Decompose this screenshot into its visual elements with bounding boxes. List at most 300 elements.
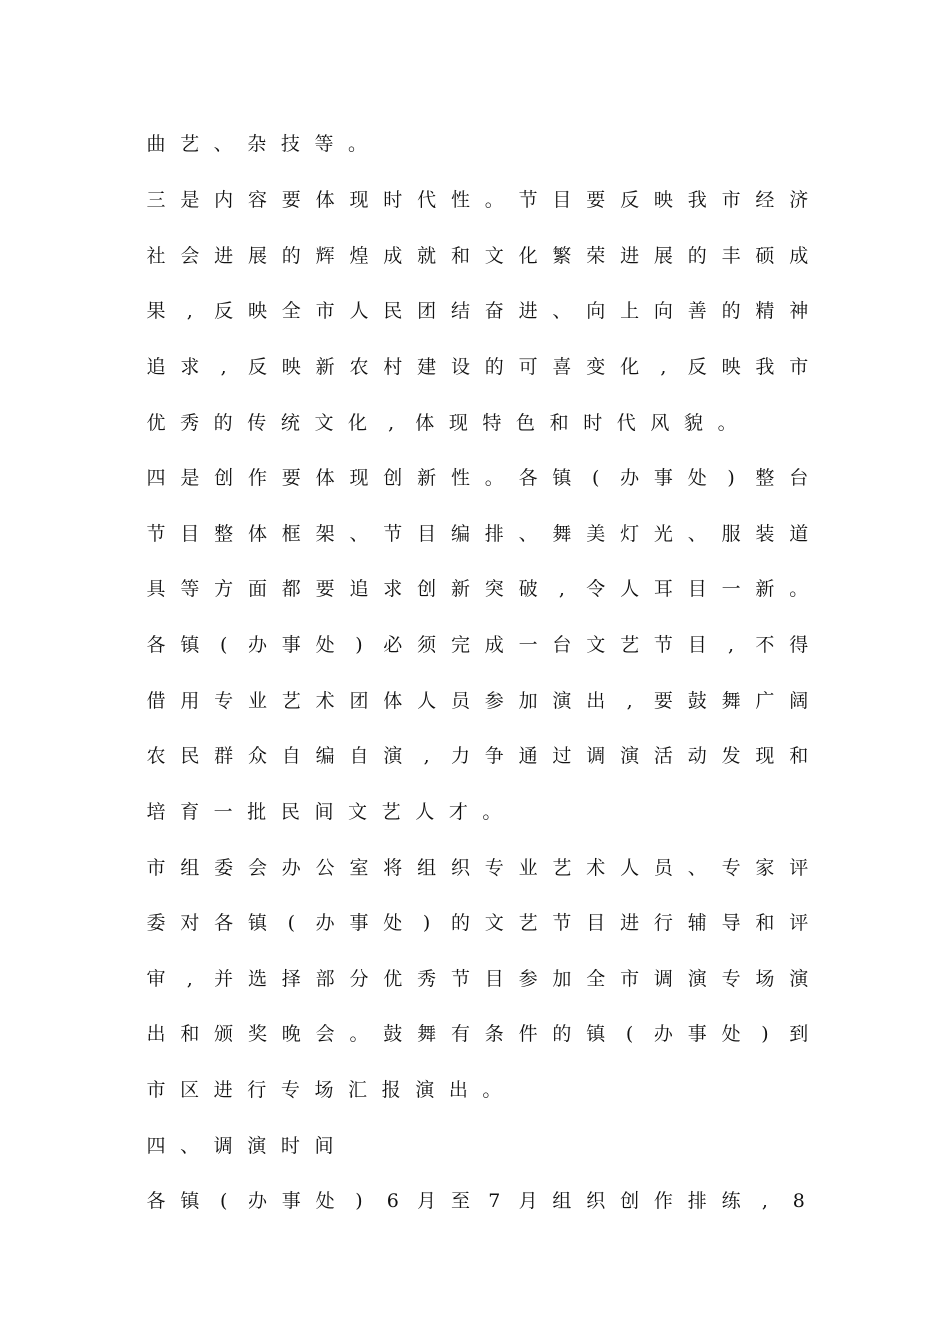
glyph: 架 <box>315 523 335 545</box>
glyph: 反 <box>620 189 640 211</box>
glyph: 演 <box>552 690 572 712</box>
glyph: 、 <box>687 523 707 545</box>
glyph: 演 <box>383 745 403 767</box>
glyph: 创 <box>383 467 403 489</box>
glyph: 奖 <box>247 1023 267 1045</box>
glyph: 善 <box>687 300 707 322</box>
glyph: 委 <box>214 857 234 879</box>
text-line <box>145 519 810 549</box>
glyph: 人 <box>417 690 437 712</box>
glyph: 事 <box>653 467 673 489</box>
glyph: 7 <box>488 1190 501 1212</box>
glyph: 市 <box>789 356 809 378</box>
glyph: 代 <box>616 412 636 434</box>
glyph: 术 <box>586 857 606 879</box>
glyph: 装 <box>755 523 775 545</box>
text-line <box>145 964 810 994</box>
glyph: 奋 <box>484 300 504 322</box>
glyph: 色 <box>516 412 536 434</box>
glyph: 组 <box>417 857 437 879</box>
glyph: 展 <box>653 245 673 267</box>
glyph: 求 <box>383 578 403 600</box>
glyph: 演 <box>415 1079 435 1101</box>
glyph: 演 <box>789 968 809 990</box>
glyph: 框 <box>281 523 301 545</box>
glyph: 神 <box>789 300 809 322</box>
glyph: 文 <box>484 245 504 267</box>
glyph: 员 <box>450 690 470 712</box>
glyph: 作 <box>247 467 267 489</box>
glyph: 、 <box>180 1135 200 1157</box>
glyph: ) <box>761 1023 769 1045</box>
glyph: 现 <box>755 745 775 767</box>
text-line <box>145 853 810 883</box>
text-line <box>145 1075 810 1105</box>
glyph: 加 <box>552 968 572 990</box>
glyph: 业 <box>518 857 538 879</box>
glyph: 民 <box>383 300 403 322</box>
glyph: 镇 <box>180 634 200 656</box>
glyph: 新 <box>315 356 335 378</box>
glyph: ) <box>355 634 363 656</box>
glyph: 代 <box>417 189 437 211</box>
glyph: 四 <box>146 467 166 489</box>
glyph: 艺 <box>381 801 401 823</box>
glyph: 化 <box>518 245 538 267</box>
glyph: 镇 <box>586 1023 606 1045</box>
glyph: 杂 <box>247 133 267 155</box>
glyph: 艺 <box>281 690 301 712</box>
glyph: 时 <box>280 1135 300 1157</box>
glyph: 评 <box>789 857 809 879</box>
glyph: 至 <box>450 1190 470 1212</box>
text-line <box>145 408 810 438</box>
glyph: 演 <box>247 1135 267 1157</box>
glyph: 面 <box>247 578 267 600</box>
text-line <box>145 296 810 326</box>
glyph: 、 <box>213 133 233 155</box>
glyph: 选 <box>247 968 267 990</box>
glyph: , <box>186 968 193 990</box>
glyph: 。 <box>789 578 809 600</box>
glyph: 用 <box>180 690 200 712</box>
glyph: 得 <box>789 634 809 656</box>
glyph: 现 <box>349 467 369 489</box>
glyph: 令 <box>586 578 606 600</box>
section-heading <box>145 1131 810 1161</box>
glyph: 煌 <box>349 245 369 267</box>
glyph: 术 <box>315 690 335 712</box>
glyph: 事 <box>281 1190 301 1212</box>
glyph: 借 <box>146 690 166 712</box>
glyph: 场 <box>314 1079 334 1101</box>
glyph: 我 <box>687 189 707 211</box>
glyph: 艺 <box>518 912 538 934</box>
glyph: 喜 <box>552 356 572 378</box>
glyph: 行 <box>653 912 673 934</box>
glyph: 会 <box>315 1023 335 1045</box>
glyph: 导 <box>721 912 741 934</box>
glyph: 会 <box>247 857 267 879</box>
glyph: 展 <box>247 245 267 267</box>
glyph: 新 <box>417 467 437 489</box>
glyph: 排 <box>687 1190 707 1212</box>
glyph: 调 <box>213 1135 233 1157</box>
glyph: 进 <box>620 245 640 267</box>
glyph: 灯 <box>620 523 640 545</box>
glyph: 室 <box>349 857 369 879</box>
glyph: 场 <box>755 968 775 990</box>
glyph: 不 <box>755 634 775 656</box>
glyph: 评 <box>789 912 809 934</box>
glyph: 间 <box>314 1135 334 1157</box>
glyph: 舞 <box>417 1023 437 1045</box>
glyph: 出 <box>146 1023 166 1045</box>
glyph: 过 <box>552 745 572 767</box>
glyph: 台 <box>552 634 572 656</box>
glyph: 力 <box>450 745 470 767</box>
glyph: ) <box>355 1190 363 1212</box>
glyph: 时 <box>583 412 603 434</box>
glyph: 的 <box>450 912 470 934</box>
glyph: 经 <box>755 189 775 211</box>
glyph: ) <box>727 467 735 489</box>
glyph: 村 <box>383 356 403 378</box>
text-line <box>145 1019 810 1049</box>
glyph: 创 <box>214 467 234 489</box>
glyph: 变 <box>586 356 606 378</box>
glyph: 调 <box>653 968 673 990</box>
glyph: 将 <box>383 857 403 879</box>
glyph: 调 <box>586 745 606 767</box>
glyph: 必 <box>383 634 403 656</box>
glyph: 追 <box>349 578 369 600</box>
glyph: 月 <box>417 1190 437 1212</box>
glyph: 是 <box>180 467 200 489</box>
glyph: 员 <box>653 857 673 879</box>
glyph: 条 <box>484 1023 504 1045</box>
glyph: 择 <box>281 968 301 990</box>
glyph: 进 <box>214 245 234 267</box>
glyph: 荣 <box>586 245 606 267</box>
glyph: 一 <box>518 634 538 656</box>
glyph: 全 <box>586 968 606 990</box>
glyph: 各 <box>518 467 538 489</box>
glyph: 创 <box>620 1190 640 1212</box>
glyph: 演 <box>620 745 640 767</box>
glyph: 的 <box>281 245 301 267</box>
glyph: 节 <box>450 968 470 990</box>
glyph: 耳 <box>653 578 673 600</box>
glyph: 鼓 <box>687 690 707 712</box>
glyph: 团 <box>417 300 437 322</box>
glyph: , <box>423 745 430 767</box>
glyph: 审 <box>146 968 166 990</box>
glyph: 处 <box>721 1023 741 1045</box>
glyph: 辅 <box>687 912 707 934</box>
glyph: 处 <box>383 912 403 934</box>
glyph: 处 <box>315 634 335 656</box>
glyph: 才 <box>448 801 468 823</box>
glyph: 体 <box>315 189 335 211</box>
glyph: 性 <box>450 189 470 211</box>
glyph: 济 <box>789 189 809 211</box>
glyph: 培 <box>146 801 166 823</box>
glyph: 文 <box>314 412 334 434</box>
glyph: 目 <box>687 578 707 600</box>
glyph: 映 <box>653 189 673 211</box>
glyph: 体 <box>315 467 335 489</box>
glyph: 向 <box>653 300 673 322</box>
glyph: , <box>626 690 633 712</box>
text-line <box>145 630 810 660</box>
glyph: 节 <box>146 523 166 545</box>
glyph: 到 <box>789 1023 809 1045</box>
glyph: 家 <box>755 857 775 879</box>
glyph: 丰 <box>721 245 741 267</box>
glyph: , <box>660 356 667 378</box>
glyph: 演 <box>687 968 707 990</box>
glyph: 舞 <box>721 690 741 712</box>
glyph: 体 <box>247 523 267 545</box>
glyph: ( <box>219 1190 228 1212</box>
glyph: 繁 <box>552 245 572 267</box>
glyph: 自 <box>349 745 369 767</box>
glyph: 和 <box>180 1023 200 1045</box>
glyph: 目 <box>586 912 606 934</box>
glyph: 农 <box>146 745 166 767</box>
glyph: 汇 <box>348 1079 368 1101</box>
glyph: 专 <box>280 1079 300 1101</box>
text-line <box>145 463 810 493</box>
glyph: 。 <box>349 1023 369 1045</box>
glyph: 处 <box>687 467 707 489</box>
glyph: 人 <box>415 801 435 823</box>
glyph: 目 <box>180 523 200 545</box>
glyph: 各 <box>146 1190 166 1212</box>
glyph: 自 <box>281 745 301 767</box>
glyph: 目 <box>552 189 572 211</box>
glyph: 完 <box>450 634 470 656</box>
glyph: 专 <box>484 857 504 879</box>
glyph: 建 <box>417 356 437 378</box>
glyph: 市 <box>146 857 166 879</box>
glyph: 光 <box>653 523 673 545</box>
glyph: 目 <box>417 523 437 545</box>
glyph: 镇 <box>180 1190 200 1212</box>
glyph: 参 <box>484 690 504 712</box>
glyph: 练 <box>721 1190 741 1212</box>
glyph: 有 <box>450 1023 470 1045</box>
glyph: 化 <box>348 412 368 434</box>
glyph: 一 <box>213 801 233 823</box>
glyph: 进 <box>518 300 538 322</box>
glyph: 组 <box>552 1190 572 1212</box>
glyph: 织 <box>450 857 470 879</box>
glyph: 事 <box>687 1023 707 1045</box>
glyph: ( <box>219 634 228 656</box>
glyph: 我 <box>755 356 775 378</box>
glyph: 要 <box>281 467 301 489</box>
text-line <box>145 129 810 159</box>
text-line <box>145 797 810 827</box>
glyph: 办 <box>281 857 301 879</box>
glyph: , <box>220 356 227 378</box>
glyph: 专 <box>721 857 741 879</box>
glyph: 民 <box>180 745 200 767</box>
glyph: 可 <box>518 356 538 378</box>
glyph: 方 <box>214 578 234 600</box>
glyph: 体 <box>415 412 435 434</box>
text-line <box>145 241 810 271</box>
glyph: 编 <box>315 745 335 767</box>
glyph: 优 <box>146 412 166 434</box>
glyph: 排 <box>484 523 504 545</box>
glyph: 出 <box>586 690 606 712</box>
glyph: 艺 <box>180 133 200 155</box>
glyph: 节 <box>552 912 572 934</box>
glyph: 办 <box>620 467 640 489</box>
glyph: 办 <box>247 634 267 656</box>
glyph: 艺 <box>620 634 640 656</box>
glyph: 传 <box>247 412 267 434</box>
glyph: 须 <box>417 634 437 656</box>
glyph: 进 <box>213 1079 233 1101</box>
glyph: 加 <box>518 690 538 712</box>
glyph: 专 <box>721 968 741 990</box>
glyph: 等 <box>314 133 334 155</box>
glyph: 。 <box>484 189 504 211</box>
glyph: 要 <box>586 189 606 211</box>
glyph: 。 <box>482 1079 502 1101</box>
glyph: 鼓 <box>383 1023 403 1045</box>
glyph: 创 <box>417 578 437 600</box>
glyph: 的 <box>484 356 504 378</box>
glyph: 精 <box>755 300 775 322</box>
glyph: 农 <box>349 356 369 378</box>
glyph: 成 <box>789 245 809 267</box>
glyph: 文 <box>484 912 504 934</box>
glyph: 要 <box>653 690 673 712</box>
glyph: 艺 <box>552 857 572 879</box>
glyph: 市 <box>146 1079 166 1101</box>
glyph: 一 <box>721 578 741 600</box>
text-line <box>145 574 810 604</box>
glyph: 新 <box>450 578 470 600</box>
glyph: 技 <box>280 133 300 155</box>
glyph: 求 <box>180 356 200 378</box>
glyph: 、 <box>552 300 572 322</box>
glyph: 整 <box>214 523 234 545</box>
glyph: 结 <box>450 300 470 322</box>
glyph: 办 <box>247 1190 267 1212</box>
glyph: 市 <box>721 189 741 211</box>
glyph: 。 <box>482 801 502 823</box>
glyph: 团 <box>349 690 369 712</box>
glyph: 和 <box>789 745 809 767</box>
glyph: 间 <box>314 801 334 823</box>
glyph: 月 <box>518 1190 538 1212</box>
glyph: 会 <box>180 245 200 267</box>
glyph: 参 <box>518 968 538 990</box>
glyph: 化 <box>620 356 640 378</box>
glyph: 人 <box>349 300 369 322</box>
text-line <box>145 1186 810 1216</box>
glyph: ( <box>592 467 600 489</box>
glyph: 部 <box>315 968 335 990</box>
glyph: 阔 <box>789 690 809 712</box>
glyph: 全 <box>281 300 301 322</box>
glyph: 映 <box>281 356 301 378</box>
glyph: 秀 <box>180 412 200 434</box>
glyph: 批 <box>247 801 267 823</box>
glyph: 、 <box>687 857 707 879</box>
glyph: 具 <box>146 578 166 600</box>
glyph: , <box>388 412 395 434</box>
glyph: 特 <box>482 412 502 434</box>
glyph: 优 <box>383 968 403 990</box>
glyph: 各 <box>214 912 234 934</box>
glyph: 反 <box>214 300 234 322</box>
glyph: 、 <box>518 523 538 545</box>
glyph: 8 <box>792 1190 805 1212</box>
glyph: 节 <box>518 189 538 211</box>
glyph: 曲 <box>146 133 166 155</box>
glyph: 镇 <box>247 912 267 934</box>
glyph: 貌 <box>683 412 703 434</box>
glyph: , <box>186 300 193 322</box>
glyph: 晚 <box>281 1023 301 1045</box>
glyph: 对 <box>180 912 200 934</box>
glyph: ) <box>422 912 431 934</box>
glyph: 织 <box>586 1190 606 1212</box>
glyph: 节 <box>383 523 403 545</box>
glyph: , <box>728 634 735 656</box>
glyph: 人 <box>620 857 640 879</box>
glyph: 通 <box>518 745 538 767</box>
glyph: 社 <box>146 245 166 267</box>
glyph: 组 <box>180 857 200 879</box>
glyph: 统 <box>280 412 300 434</box>
glyph: 区 <box>180 1079 200 1101</box>
glyph: 就 <box>417 245 437 267</box>
glyph: 美 <box>586 523 606 545</box>
glyph: 文 <box>586 634 606 656</box>
text-line <box>145 686 810 716</box>
glyph: 颁 <box>214 1023 234 1045</box>
glyph: 追 <box>146 356 166 378</box>
glyph: 三 <box>146 189 166 211</box>
glyph: 发 <box>721 745 741 767</box>
glyph: 现 <box>349 189 369 211</box>
glyph: 进 <box>620 912 640 934</box>
glyph: 公 <box>315 857 335 879</box>
glyph: 和 <box>549 412 569 434</box>
glyph: 舞 <box>552 523 572 545</box>
glyph: 目 <box>484 968 504 990</box>
glyph: 辉 <box>315 245 335 267</box>
glyph: 等 <box>180 578 200 600</box>
glyph: 。 <box>484 467 504 489</box>
glyph: 台 <box>789 467 809 489</box>
glyph: 成 <box>484 634 504 656</box>
glyph: 出 <box>448 1079 468 1101</box>
glyph: 众 <box>247 745 267 767</box>
glyph: 各 <box>146 634 166 656</box>
glyph: 上 <box>620 300 640 322</box>
glyph: 四 <box>146 1135 166 1157</box>
glyph: 和 <box>755 912 775 934</box>
